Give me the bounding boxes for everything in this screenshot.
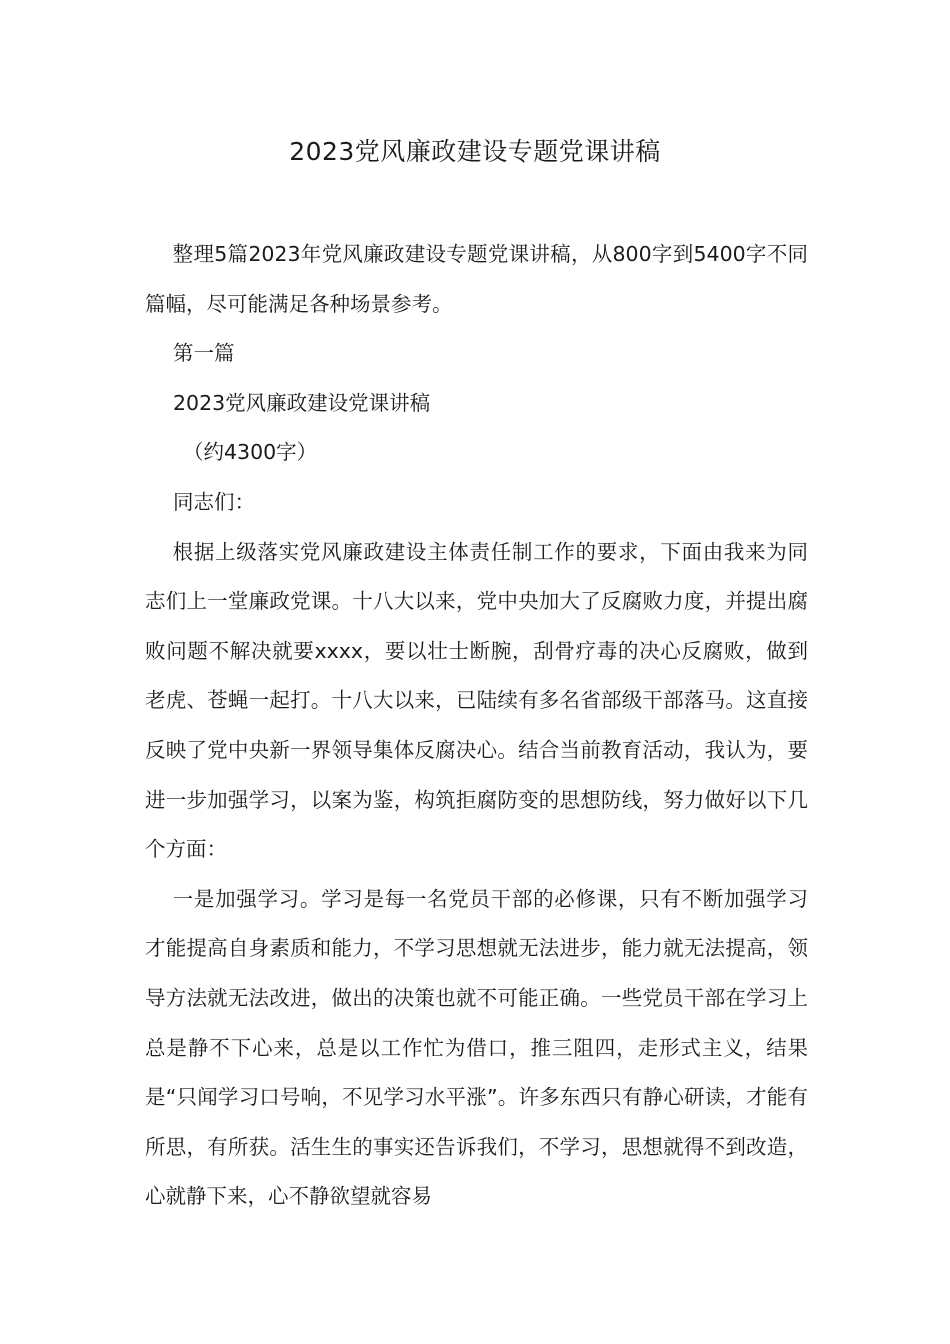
body-paragraph-2: 一是加强学习。学习是每一名党员干部的必修课，只有不断加强学习才能提高自身素质和能力，不学习思想就无法进步，能力就无法提高，领导方法就无法改进，做出的决策也就不可能正确。一些党员干部在学习上总是静不下心来，总是以工作忙为借口，推三阻四，走形式主义，结果是“只闻学习口号响，不见学习水平涨”。许多东西只有静心研读，才能有所思，有所获。活生生的事实还告诉我们，不学习，思想就得不到改造，心就静下来，心不静欲望就容易 (145, 886, 808, 1209)
document-title: 2023党风廉政建设专题党课讲稿 (289, 137, 661, 166)
body-paragraph-1: 根据上级落实党风廉政建设主体责任制工作的要求，下面由我来为同志们上一堂廉政党课。十八大以来，党中央加大了反腐败力度，并提出腐败问题不解决就要xxxx，要以壮士断腕，刮骨疗毒的决心反腐败，做到老虎、苍蝇一起打。十八大以来，已陆续有多名省部级干部落马。这直接反映了党中央新一界领导集体反腐决心。结合当前教育活动，我认为，要进一步加强学习，以案为鉴，构筑拒腐防变的思想防线，努力做好以下几个方面： (145, 539, 808, 862)
document-body (145, 230, 808, 1222)
intro-paragraph: 整理5篇2023年党风廉政建设专题党课讲稿，从800字到5400字不同篇幅，尽可能满足各种场景参考。 (145, 242, 808, 316)
word-count: （约4300字） (183, 440, 318, 465)
salutation: 同志们： (173, 489, 255, 514)
part-label: 第一篇 (173, 341, 235, 366)
part-title: 2023党风廉政建设党课讲稿 (173, 390, 431, 415)
